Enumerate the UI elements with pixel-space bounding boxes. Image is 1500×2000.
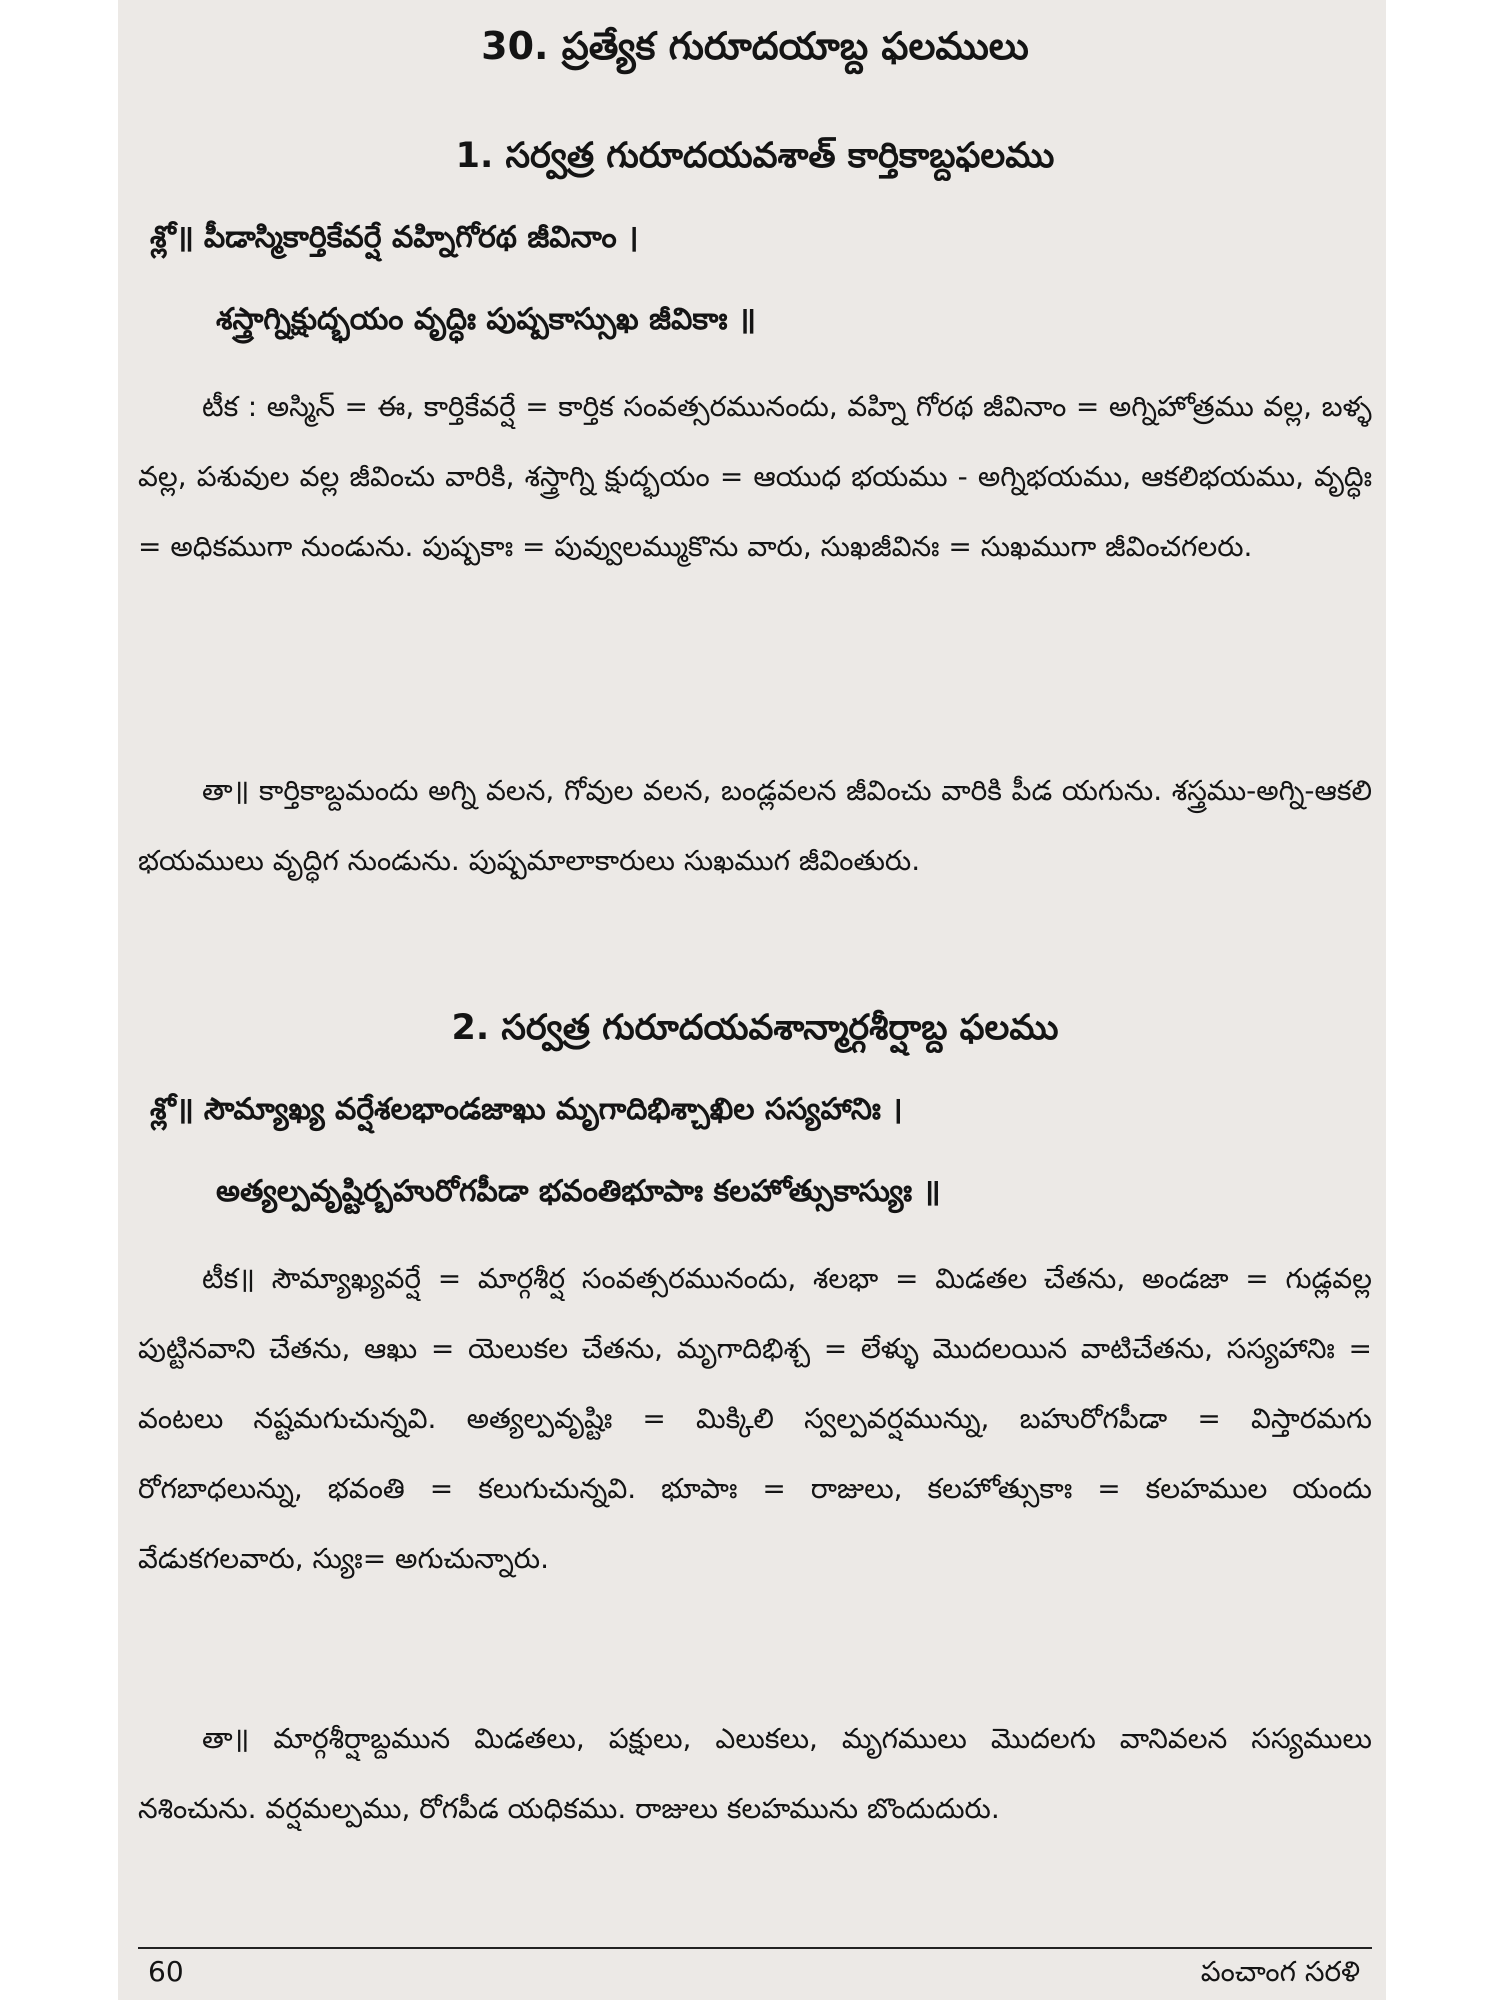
section-2-tika <box>138 1244 1372 1594</box>
chapter-title: 30. ప్రత్యేక గురూదయాబ్ద ఫలములు <box>481 24 1029 68</box>
section-1-sloka-line-2: శస్త్రాగ్నిక్షుద్భయం వృద్ధిః పుష్పకాస్సుఖ జీవికాః ॥ <box>216 302 756 337</box>
footer-divider <box>138 1947 1372 1949</box>
sloka-text: పీడాస్మికార్తికేవర్షే వహ్నిగోరథ జీవినాం । <box>203 220 639 255</box>
tika-text: టీక : అస్మిన్ = ఈ, కార్తికేవర్షే = కార్తిక సంవత్సరమునందు, వహ్ని గోరథ జీవినాం = అగ్నిహోత్రము వల్ల, బళ్ళ వల్ల, పశువుల వల్ల జీవించు వారికి, శస్త్రాగ్ని క్షుద్భయం = ఆయుధ భయము - అగ్నిభయము, ఆకలిభయము, వృద్ధిః = అధికముగా నుండును. పుష్పకాః = పువ్వులమ్ముకొను వారు, సుఖజీవినః = సుఖముగా జీవించగలరు. <box>138 390 1372 563</box>
section-1-tatparya <box>138 756 1372 896</box>
section-1-tika <box>138 372 1372 582</box>
sloka-text: సౌమ్యాఖ్య వర్షేశలభాండజాఖు మృగాదిభిశ్చాఖిల సస్యహానిః । <box>203 1092 903 1127</box>
section-2-sloka-line-2: అత్యల్పవృష్టిర్బహురోగపీడా భవంతిభూపాః కలహోత్సుకాస్యుః ॥ <box>216 1174 941 1209</box>
book-title: పంచాంగ సరళి <box>1200 1955 1360 1988</box>
tatparya-text: తా॥ మార్గశీర్షాబ్దమున మిడతలు, పక్షులు, ఎలుకలు, మృగములు మొదలగు వానివలన సస్యములు నశించును. వర్షమల్పము, రోగపీడ యధికము. రాజులు కలహమును బొందుదురు. <box>138 1722 1372 1825</box>
sloka-marker: శ్లో॥ <box>150 1092 194 1127</box>
tika-text: టీక॥ సౌమ్యాఖ్యవర్షే = మార్గశీర్ష సంవత్సరమునందు, శలభా = మిడతల చేతను, అండజా = గుడ్లవల్ల పుట్టినవాని చేతను, ఆఖు = యెలుకల చేతను, మృగాదిభిశ్చ = లేళ్ళు మొదలయిన వాటిచేతను, సస్యహానిః = వంటలు నష్టమగుచున్నవి. అత్యల్పవృష్టిః = మిక్కిలి స్వల్పవర్షమున్ను, బహురోగపీడా = విస్తారమగు రోగబాధలున్ను, భవంతి = కలుగుచున్నవి. భూపాః = రాజులు, కలహోత్సుకాః = కలహముల యందు వేడుకగలవారు, స్యుః= అగుచున్నారు. <box>138 1262 1372 1575</box>
section-2-heading: 2. సర్వత్ర గురూదయవశాన్మార్గశీర్షాబ్ద ఫలము <box>451 1008 1059 1048</box>
section-2-sloka-line-1 <box>150 1082 903 1138</box>
section-1-sloka-line-1 <box>150 210 639 266</box>
page-number: 60 <box>148 1955 184 1988</box>
section-1-heading: 1. సర్వత్ర గురూదయవశాత్ కార్తికాబ్దఫలము <box>455 136 1055 176</box>
tatparya-text: తా॥ కార్తికాబ్దమందు అగ్ని వలన, గోవుల వలన, బండ్లవలన జీవించు వారికి పీడ యగును. శస్త్రము-అగ్ని-ఆకలి భయములు వృద్ధిగ నుండును. పుష్పమాలాకారులు సుఖముగ జీవింతురు. <box>138 774 1372 877</box>
sloka-marker: శ్లో॥ <box>150 220 194 255</box>
book-page <box>118 0 1386 2000</box>
section-2-tatparya <box>138 1704 1372 1844</box>
